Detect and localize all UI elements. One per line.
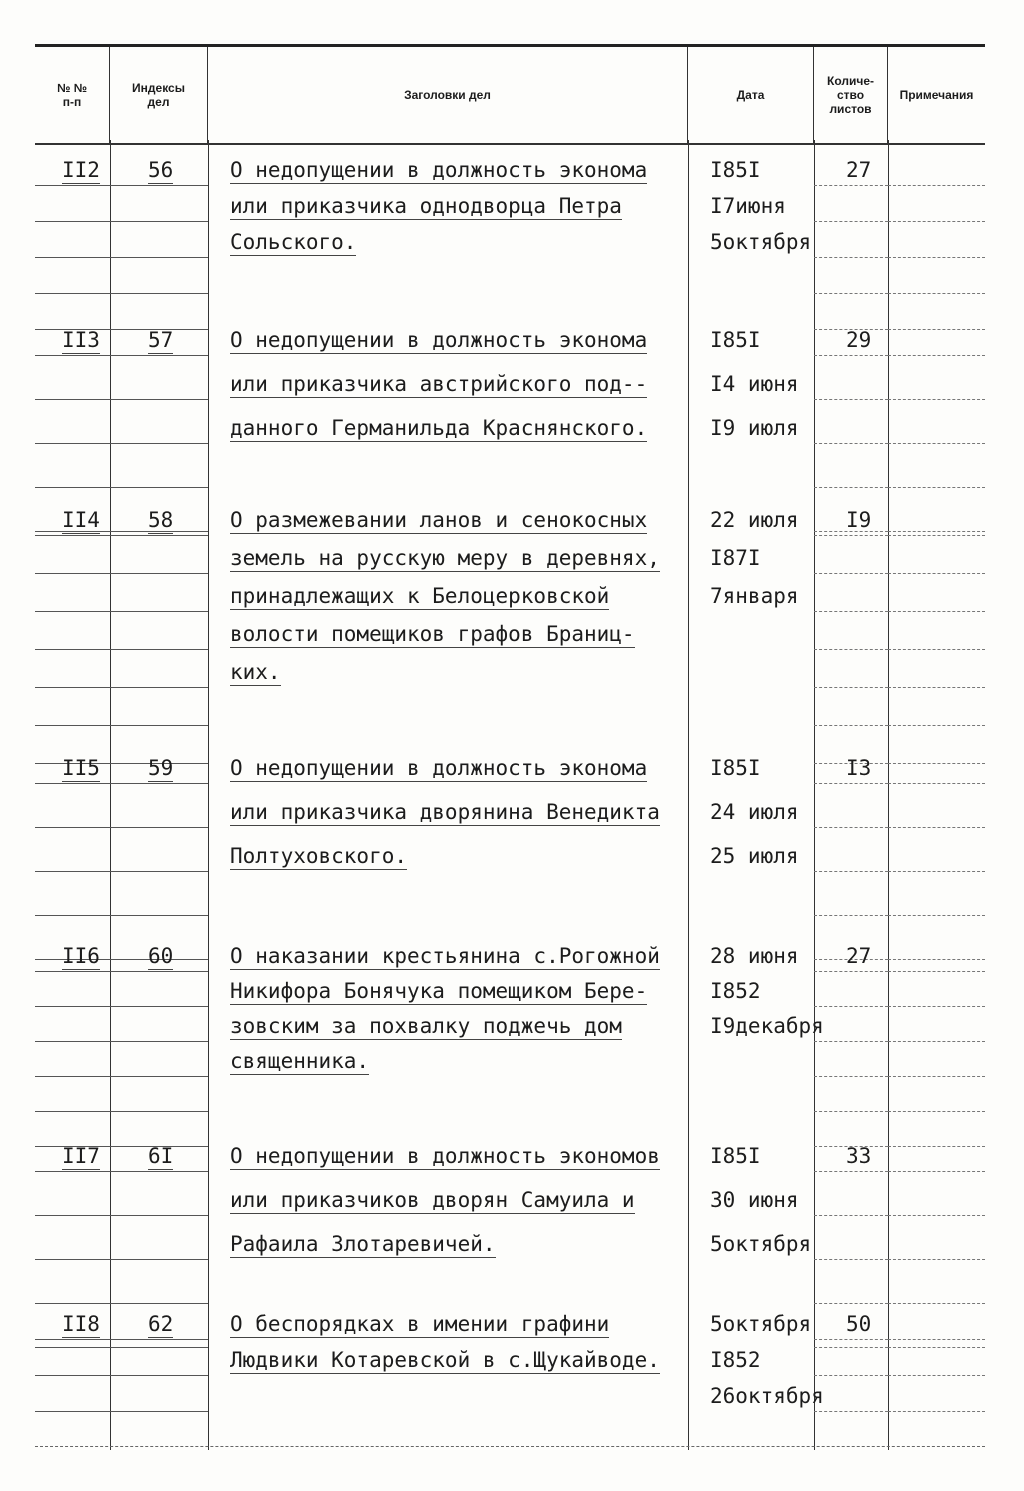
ruled-line [35,827,110,828]
row-date-line: 30 июня [710,1188,799,1212]
row-date-line: I85I [710,1144,761,1168]
row-sheet-count: 27 [846,944,872,968]
ruled-line [110,1259,208,1260]
ruled-line [888,871,985,872]
row-title-line: священника. [230,1049,370,1073]
row-title-line: О размежевании ланов и сенокосных [230,508,648,532]
row-date-line: 5октября [710,1312,812,1336]
ruled-line [110,915,208,916]
ruled-line [888,573,985,574]
row-title-line: Никифора Бонячука помещиком Бере- [230,979,648,1003]
ruled-line [35,1303,110,1304]
ruled-line [888,221,985,222]
row-title-line: О наказании крестьянина с.Рогожной [230,944,660,968]
ruled-line [888,257,985,258]
ruled-line [888,487,985,488]
ruled-line [814,1347,888,1348]
ruled-line [814,783,888,784]
row-sheet-count: 27 [846,158,872,182]
ruled-line [35,535,110,536]
ruled-line [888,1339,985,1340]
row-number: II8 [62,1312,100,1336]
ruled-line [888,827,985,828]
ruled-line [110,1041,208,1042]
row-title-line: Людвики Котаревской в с.Щукайводе. [230,1348,660,1372]
row-date-line: 26октября [710,1384,824,1408]
bottom-rule [35,1446,985,1447]
ruled-line [35,725,110,726]
ruled-line [888,1215,985,1216]
ruled-line [814,293,888,294]
ruled-line [888,293,985,294]
ruled-line [110,649,208,650]
row-title-line: Полтуховского. [230,844,408,868]
ruled-line [110,293,208,294]
row-date-line: I9 июля [710,416,799,440]
ruled-line [35,783,110,784]
ruled-line [888,725,985,726]
ruled-line [110,1375,208,1376]
ruled-line [110,1411,208,1412]
row-date-line: I9декабря [710,1014,824,1038]
ruled-line [814,1303,888,1304]
row-number: II7 [62,1144,100,1168]
ruled-line [814,1259,888,1260]
ruled-line [35,257,110,258]
row-date-line: I87I [710,546,761,570]
ruled-line [814,1041,888,1042]
ruled-line [888,531,985,532]
row-title-line: О беспорядках в имении графини [230,1312,610,1336]
ruled-line [110,611,208,612]
ruled-line [888,959,985,960]
ruled-line [814,355,888,356]
ruled-line [888,1041,985,1042]
ruled-line [110,827,208,828]
row-title-line: зовским за похвалку поджечь дом [230,1014,622,1038]
row-date-line: 24 июля [710,800,799,824]
row-number: II3 [62,328,100,352]
ruled-line [35,971,110,972]
ruled-line [110,1303,208,1304]
header-title: Заголовки дел [208,47,688,143]
ruled-line [110,487,208,488]
ruled-line [35,399,110,400]
ruled-line [35,293,110,294]
ruled-line [814,487,888,488]
row-index: 62 [148,1312,174,1336]
ruled-line [888,443,985,444]
ruled-line [814,827,888,828]
ruled-line [814,443,888,444]
ruled-line [888,763,985,764]
ruled-line [888,399,985,400]
row-title-line: или приказчика австрийского под-- [230,372,648,396]
row-date-line: 7января [710,584,799,608]
ruled-line [814,1171,888,1172]
row-index: 58 [148,508,174,532]
ruled-line [110,399,208,400]
row-title-line: ких. [230,660,281,684]
row-sheet-count: I3 [846,756,872,780]
row-index: 57 [148,328,174,352]
row-index: 56 [148,158,174,182]
ruled-line [35,1171,110,1172]
ruled-line [814,535,888,536]
row-date-line: 22 июля [710,508,799,532]
header-count: Количе- ство листов [814,47,888,143]
row-title-line: О недопущении в должность эконома [230,328,648,352]
ruled-line [888,687,985,688]
row-date-line: I7июня [710,194,786,218]
ruled-line [110,1076,208,1077]
ruled-line [110,355,208,356]
ruled-line [35,1215,110,1216]
header-index: Индексы дел [110,47,208,143]
ruled-line [110,443,208,444]
ruled-line [35,185,110,186]
ruled-line [35,649,110,650]
row-title-line: О недопущении в должность эконома [230,158,648,182]
row-date-line: I852 [710,979,761,1003]
ruled-line [888,649,985,650]
row-date-line: I4 июня [710,372,799,396]
ruled-line [35,1375,110,1376]
ruled-line [110,1006,208,1007]
ruled-line [35,1259,110,1260]
ruled-line [814,649,888,650]
ruled-line [35,1006,110,1007]
ruled-line [35,611,110,612]
ruled-line [814,257,888,258]
ruled-line [110,221,208,222]
ruled-line [814,1076,888,1077]
row-title-line: О недопущении в должность эконома [230,756,648,780]
ruled-line [814,399,888,400]
row-index: 59 [148,756,174,780]
ruled-line [35,443,110,444]
row-number: II2 [62,158,100,182]
ruled-line [888,1303,985,1304]
ruled-line [110,185,208,186]
row-title-line: данного Германильда Краснянского. [230,416,648,440]
row-date-line: I85I [710,756,761,780]
ruled-line [888,1259,985,1260]
ruled-line [888,1146,985,1147]
ruled-line [888,1076,985,1077]
row-title-line: или приказчика дворянина Венедикта [230,800,660,824]
row-date-line: 25 июля [710,844,799,868]
ruled-line [110,687,208,688]
ruled-line [35,355,110,356]
ruled-line [110,257,208,258]
ruled-line [35,871,110,872]
header-date: Дата [688,47,814,143]
row-index: 6I [148,1144,174,1168]
column-rule [814,140,815,1450]
row-date-line: I852 [710,1348,761,1372]
row-title-line: принадлежащих к Белоцерковской [230,584,610,608]
ruled-line [110,573,208,574]
ruled-line [814,573,888,574]
ruled-line [35,1041,110,1042]
row-title-line: О недопущении в должность экономов [230,1144,660,1168]
ruled-line [110,725,208,726]
row-date-line: 5октября [710,230,812,254]
row-title-line: волости помещиков графов Браниц- [230,622,635,646]
ruled-line [888,355,985,356]
row-title-line: или приказчиков дворян Самуила и [230,1188,635,1212]
ruled-line [814,871,888,872]
row-index: 60 [148,944,174,968]
ruled-line [814,185,888,186]
ruled-line [888,1171,985,1172]
ruled-line [110,1171,208,1172]
ruled-line [814,1006,888,1007]
row-date-line: I85I [710,328,761,352]
ruled-line [888,329,985,330]
ruled-line [35,487,110,488]
ruled-line [35,221,110,222]
row-sheet-count: 33 [846,1144,872,1168]
ruled-line [814,221,888,222]
ruled-line [35,915,110,916]
ruled-line [110,1347,208,1348]
ruled-line [814,1111,888,1112]
ruled-line [888,535,985,536]
row-title-line: Рафаила Злотаревичей. [230,1232,496,1256]
ruled-line [888,783,985,784]
row-number: II4 [62,508,100,532]
row-date-line: 5октября [710,1232,812,1256]
ruled-line [888,185,985,186]
row-sheet-count: 50 [846,1312,872,1336]
ruled-line [110,783,208,784]
ruled-line [888,1411,985,1412]
ruled-line [35,1339,110,1340]
row-date-line: I85I [710,158,761,182]
ruled-line [814,1215,888,1216]
ruled-line [35,1111,110,1112]
ruled-line [110,535,208,536]
ruled-line [888,1347,985,1348]
row-number: II5 [62,756,100,780]
ruled-line [888,971,985,972]
column-rule [110,140,111,1450]
ruled-line [814,687,888,688]
column-rule [208,140,209,1450]
ruled-line [814,915,888,916]
table-header [35,44,985,145]
column-rule [688,140,689,1450]
ruled-line [110,971,208,972]
ruled-line [888,1006,985,1007]
ruled-line [814,1411,888,1412]
ruled-line [888,611,985,612]
ruled-line [888,915,985,916]
ruled-line [814,971,888,972]
ruled-line [35,573,110,574]
ruled-line [110,1339,208,1340]
ruled-line [110,1215,208,1216]
ruled-line [888,1111,985,1112]
row-number: II6 [62,944,100,968]
ruled-line [35,1076,110,1077]
row-title-line: земель на русскую меру в деревнях, [230,546,660,570]
ruled-line [35,1411,110,1412]
header-notes: Примечания [899,88,974,102]
row-sheet-count: 29 [846,328,872,352]
ruled-line [814,1339,888,1340]
ruled-line [110,1111,208,1112]
ruled-line [814,1375,888,1376]
ruled-line [110,871,208,872]
row-title-line: или приказчика однодворца Петра [230,194,622,218]
row-title-line: Сольского. [230,230,357,254]
ruled-line [888,1375,985,1376]
column-rule [888,140,889,1450]
ruled-line [35,1347,110,1348]
row-date-line: 28 июня [710,944,799,968]
ruled-line [814,725,888,726]
ruled-line [35,687,110,688]
header-number: № № п-п [35,47,110,143]
ruled-line [814,611,888,612]
row-sheet-count: I9 [846,508,872,532]
